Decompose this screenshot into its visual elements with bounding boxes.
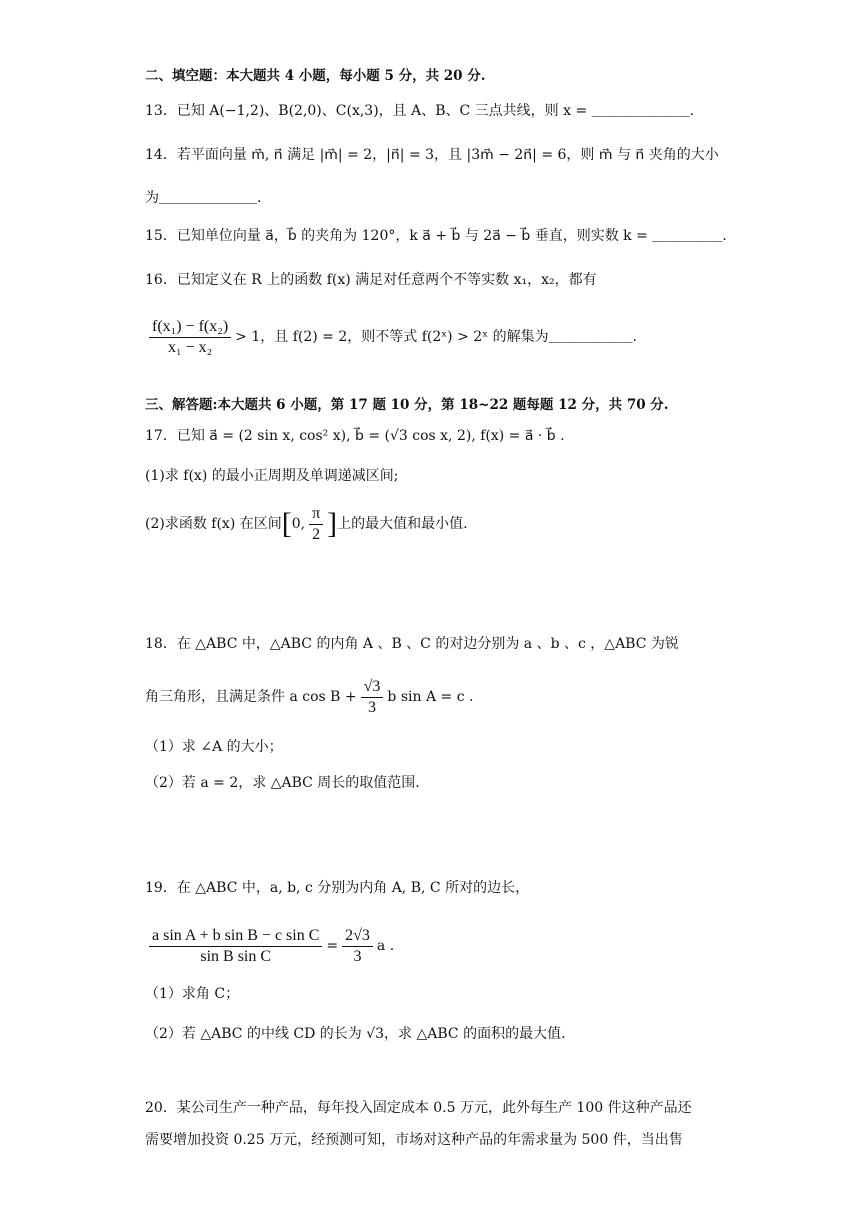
q17-interval-numerator: π bbox=[309, 504, 323, 525]
question-18-line1: 18．在 △ABC 中，△ABC 的内角 A 、B 、C 的对边分别为 a 、b 、c ，△ABC 为锐 bbox=[145, 636, 679, 652]
q19-equals: = bbox=[326, 938, 339, 954]
question-15: 15．已知单位向量 a⃗，b⃗ 的夹角为 120°，k a⃗ + b⃗ 与 2a⃗ − b⃗ 垂直，则实数 k = ＿＿＿＿＿. bbox=[145, 228, 727, 244]
question-13: 13．已知 A(−1,2)、B(2,0)、C(x,3)，且 A、B、C 三点共线，则 x = ＿＿＿＿＿＿＿. bbox=[145, 103, 695, 119]
q17-part2-suffix: 上的最大值和最小值. bbox=[337, 516, 468, 532]
question-16-line1: 16．已知定义在 R 上的函数 f(x) 满足对任意两个不等实数 x₁，x₂，都有 bbox=[145, 272, 597, 288]
q17-interval-denominator: 2 bbox=[312, 525, 321, 543]
question-19-part1: （1）求角 C； bbox=[145, 986, 240, 1002]
q17-interval-left: 0, bbox=[291, 516, 306, 532]
q16-fraction bbox=[149, 317, 231, 358]
left-bracket-icon: [ bbox=[281, 507, 292, 540]
question-17-part2 bbox=[145, 502, 720, 546]
section-heading-solutions: 三、解答题:本大题共 6 小题，第 17 题 10 分，第 18~22 题每题 12 分，共 70 分. bbox=[145, 397, 669, 413]
question-18-part1: （1）求 ∠A 的大小； bbox=[145, 739, 283, 755]
question-17-stem: 17．已知 a⃗ = (2 sin x, cos² x), b⃗ = (√3 cos x, 2), f(x) = a⃗ · b⃗ . bbox=[145, 428, 565, 444]
q17-part2-prefix: (2)求函数 f(x) 在区间 bbox=[145, 516, 282, 532]
question-16-line2 bbox=[145, 315, 720, 359]
q19-lhs-fraction bbox=[149, 926, 322, 967]
right-bracket-icon: ] bbox=[327, 507, 338, 540]
section-heading-fill-in: 二、填空题：本大题共 4 小题，每小题 5 分，共 20 分. bbox=[145, 68, 486, 84]
q19-rhs-denominator: 3 bbox=[353, 947, 362, 965]
question-14-line1: 14．若平面向量 m⃗, n⃗ 满足 |m⃗| = 2，|n⃗| = 3，且 |3m⃗ − 2n⃗| = 6，则 m⃗ 与 n⃗ 夹角的大小 bbox=[145, 147, 719, 163]
q18-fraction bbox=[361, 677, 384, 718]
q18-line2-suffix: b sin A = c . bbox=[387, 689, 474, 705]
question-18-part2: （2）若 a = 2，求 △ABC 周长的取值范围. bbox=[145, 775, 420, 791]
question-19-part2: （2）若 △ABC 的中线 CD 的长为 √3，求 △ABC 的面积的最大值. bbox=[145, 1026, 566, 1042]
question-19-equation bbox=[145, 922, 720, 970]
q16-condition-text: > 1，且 f(2) = 2，则不等式 f(2ˣ) > 2ˣ 的解集为＿＿＿＿＿＿. bbox=[235, 329, 638, 345]
q18-fraction-numerator: √3 bbox=[361, 677, 384, 698]
q19-lhs-denominator: sin B sin C bbox=[200, 947, 272, 965]
q17-interval-fraction bbox=[309, 504, 323, 545]
q16-fraction-denominator: x₁ − x₂ bbox=[167, 338, 213, 356]
q19-rhs-numerator: 2√3 bbox=[342, 926, 373, 947]
q16-fraction-numerator: f(x₁) − f(x₂) bbox=[149, 317, 231, 338]
q18-fraction-denominator: 3 bbox=[368, 698, 377, 716]
question-19-line1: 19．在 △ABC 中，a, b, c 分别为内角 A, B, C 所对的边长， bbox=[145, 880, 530, 896]
q19-rhs-fraction bbox=[342, 926, 373, 967]
q19-lhs-numerator: a sin A + b sin B − c sin C bbox=[149, 926, 322, 947]
q18-line2-prefix: 角三角形，且满足条件 a cos B + bbox=[145, 689, 357, 705]
question-20-line2: 需要增加投资 0.25 万元，经预测可知，市场对这种产品的年需求量为 500 件，当出售 bbox=[145, 1132, 683, 1148]
question-18-line2 bbox=[145, 675, 720, 719]
q19-rhs-tail: a . bbox=[376, 938, 395, 954]
question-20-line1: 20．某公司生产一种产品，每年投入固定成本 0.5 万元，此外每生产 100 件这种产品还 bbox=[145, 1100, 692, 1116]
question-17-part1: (1)求 f(x) 的最小正周期及单调递减区间; bbox=[145, 468, 399, 484]
question-14-line2: 为＿＿＿＿＿＿＿. bbox=[145, 190, 262, 206]
